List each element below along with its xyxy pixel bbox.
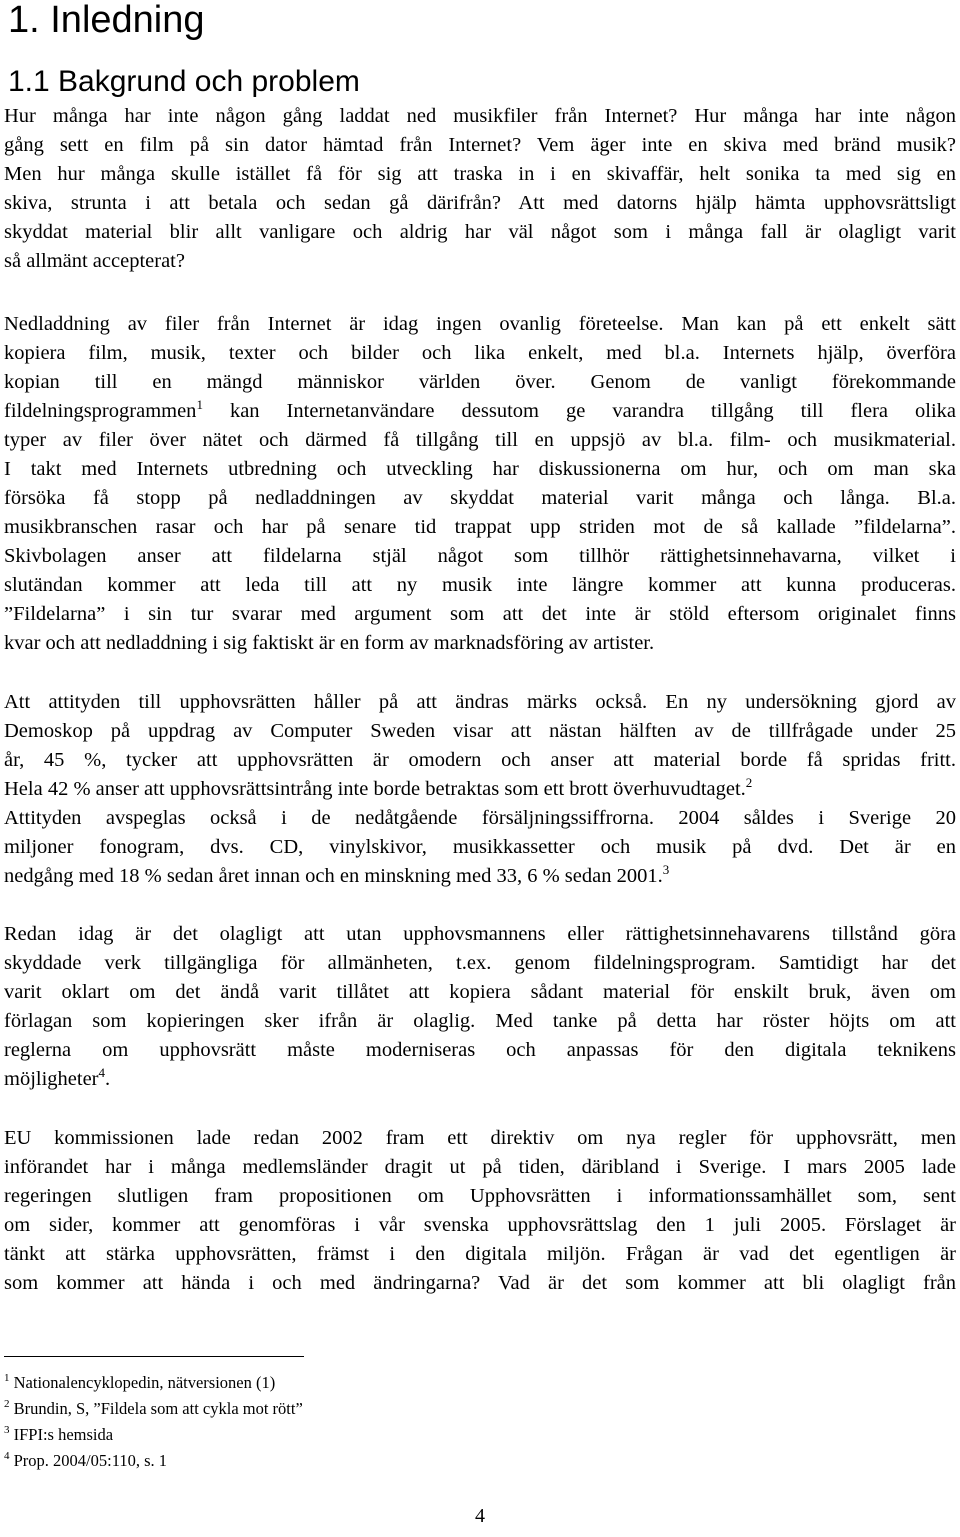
footnote-2 (4, 1396, 604, 1422)
text-line: kopian till en mängd människor världen över. Genom de vanligt förekommande (4, 371, 956, 393)
text-line: förlagan som kopieringen sker ifrån är olaglig. Med tanke på detta har röster höjts om att (4, 1010, 956, 1032)
text-line: miljoner fonogram, dvs. CD, vinylskivor, musikkassetter och musik på dvd. Det är en (4, 836, 956, 858)
text-line: om sider, kommer att genomföras i vår svenska upphovsrättslag den 1 juli 2005. Förslaget är (4, 1214, 956, 1236)
text-line: försöka få stopp på nedladdningen av skyddat material varit många och långa. Bl.a. (4, 487, 956, 509)
text-line: skiva, strunta i att betala och sedan gå därifrån? Att med datorns hjälp hämta upphovsrättsligt (4, 192, 956, 214)
text-line: Att attityden till upphovsrätten håller på att ändras märks också. En ny undersökning gjord av (4, 691, 956, 713)
text-line: kopiera film, musik, texter och bilder och lika enkelt, med bl.a. Internets hjälp, överföra (4, 342, 956, 364)
footnote-number: 3 (4, 1424, 10, 1436)
paragraph-2 (4, 310, 956, 658)
text-line: kvar och att nedladdning i sig faktiskt är en form av marknadsföring av artister. (4, 632, 655, 654)
text-line: Men hur många skulle istället få för sig att traska in i en skivaffär, helt sonika ta med sig en (4, 163, 956, 185)
paragraph-1 (4, 102, 956, 276)
footnote-text: Prop. 2004/05:110, s. 1 (9, 1451, 168, 1470)
text-line: skyddat material blir allt vanligare och aldrig har väl något som i många fall är olagligt varit (4, 221, 956, 243)
text-run: fildelningsprogrammen (4, 400, 197, 422)
footnote-text: Brundin, S, ”Fildela som att cykla mot rött” (9, 1399, 303, 1418)
footnote-ref-4: 4 (98, 1065, 106, 1080)
text-line: så allmänt accepterat? (4, 250, 185, 272)
footnotes (4, 1370, 604, 1474)
text-line (4, 1065, 956, 1094)
footnote-text: IFPI:s hemsida (9, 1425, 114, 1444)
text-line: Skivbolagen anser att fildelarna stjäl något som tillhör rättighetsinnehavarna, vilket i (4, 545, 956, 567)
paragraph-3 (4, 688, 956, 891)
text-line: som kommer att hända i och med ändringarna? Vad är det som kommer att bli olagligt från (4, 1272, 956, 1294)
text-line: typer av filer över nätet och därmed få tillgång till en uppsjö av bl.a. film- och musikmaterial. (4, 429, 956, 451)
text-line: gång sett en film på sin dator hämtad från Internet? Vem äger inte en skiva med bränd musik? (4, 134, 956, 156)
text-line: reglerna om upphovsrätt måste moderniseras och anpassas för den digitala teknikens (4, 1039, 956, 1061)
footnote-number: 2 (4, 1398, 10, 1410)
footnote-separator (4, 1356, 304, 1357)
chapter-heading: 1. Inledning (8, 0, 205, 41)
text-line: Nedladdning av filer från Internet är idag ingen ovanlig företeelse. Man kan på ett enkelt sätt (4, 313, 956, 335)
text-line: år, 45 %, tycker att upphovsrätten är omodern och anser att material borde få spridas fritt. (4, 749, 956, 771)
paragraph-5 (4, 1124, 956, 1298)
footnote-number: 4 (4, 1450, 10, 1462)
footnote-ref-2: 2 (745, 775, 753, 790)
footnote-text: Nationalencyklopedin, nätversionen (1) (9, 1373, 276, 1392)
footnote-3 (4, 1422, 604, 1448)
text-line: Hur många har inte någon gång laddat ned musikfiler från Internet? Hur många har inte någon (4, 105, 956, 127)
footnote-ref-1: 1 (196, 397, 203, 412)
footnote-4 (4, 1448, 604, 1474)
text-run: kan Internetanvändare dessutom ge varandra tillgång till flera olika (202, 400, 956, 422)
section-heading: 1.1 Bakgrund och problem (8, 65, 360, 98)
text-line: Attityden avspeglas också i de nedåtgående försäljningssiffrorna. 2004 såldes i Sverige 20 (4, 807, 956, 829)
page-number: 4 (475, 1505, 485, 1527)
text-run: . (105, 1068, 111, 1090)
text-line: musikbranschen rasar och har på senare tid trappat upp striden mot de så kallade ”fildelarna”. (4, 516, 956, 538)
text-line: I takt med Internets utbredning och utveckling har diskussionerna om hur, och om man ska (4, 458, 956, 480)
footnote-1 (4, 1370, 604, 1396)
text-line (4, 775, 956, 804)
text-line: slutändan kommer att leda till att ny musik inte längre kommer att kunna produceras. (4, 574, 956, 596)
text-line: Demoskop på uppdrag av Computer Sweden visar att nästan hälften av de tillfrågade under 25 (4, 720, 956, 742)
text-line: skyddade verk tillgängliga för allmänheten, t.ex. genom fildelningsprogram. Samtidigt har det (4, 952, 956, 974)
text-line: ”Fildelarna” i sin tur svarar med argument som att det inte är stöld eftersom originalet finns (4, 603, 956, 625)
text-line: tänkt att stärka upphovsrätten, främst i den digitala miljön. Frågan är vad det egentligen är (4, 1243, 956, 1265)
text-line: varit oklart om det ändå varit tillåtet att kopiera sådant material för enskilt bruk, även om (4, 981, 956, 1003)
text-line: regeringen slutligen fram propositionen om Upphovsrätten i informationssamhället som, sent (4, 1185, 956, 1207)
text-line: EU kommissionen lade redan 2002 fram ett direktiv om nya regler för upphovsrätt, men (4, 1127, 956, 1149)
footnote-ref-3: 3 (662, 862, 670, 877)
footnote-number: 1 (4, 1372, 10, 1384)
text-line (4, 397, 956, 426)
text-run: nedgång med 18 % sedan året innan och en minskning med 33, 6 % sedan 2001. (4, 865, 663, 887)
text-line: införandet har i många medlemsländer dragit ut på tiden, däribland i Sverige. I mars 2005 lade (4, 1156, 956, 1178)
text-run: Hela 42 % anser att upphovsrättsintrång inte borde betraktas som ett brott överhuvudtaget. (4, 778, 746, 800)
text-run: möjligheter (4, 1068, 99, 1090)
text-line (4, 862, 956, 891)
text-line: Redan idag är det olagligt att utan upphovsmannens eller rättighetsinnehavarens tillstånd göra (4, 923, 956, 945)
paragraph-4 (4, 920, 956, 1094)
